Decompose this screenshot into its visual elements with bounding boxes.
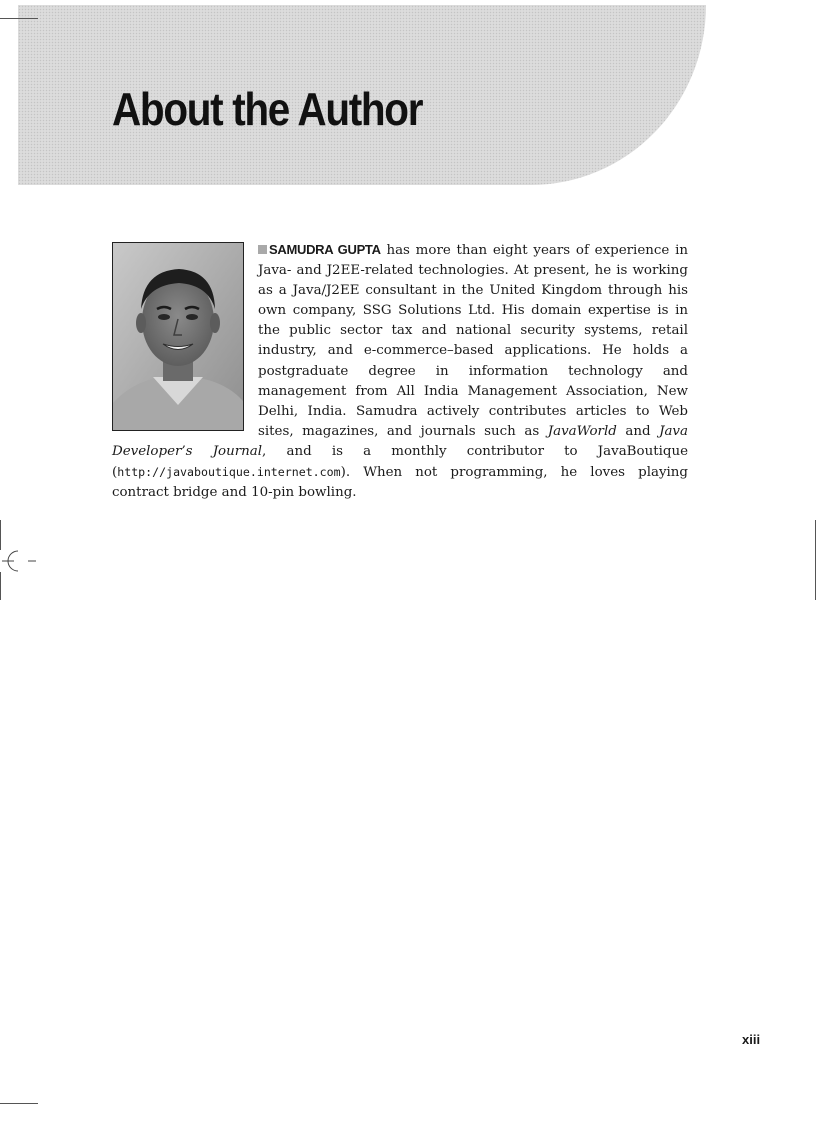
bio-text-1: has more than eight years of experience in Java- and J2EE-related technologies. At present, he is working as a Java/J2EE consultant in the United Kingdom through his own company, SSG Solutions Ltd. His domain expertise is in the public sector tax and national security systems, retail industry, and e-commerce–based applications. He holds a postgraduate degree in information technology and management from All India Management Association, New Delhi, India. Samudra actively contributes articles to Web sites, magazines, and journals such as bbox=[258, 243, 688, 439]
author-bio bbox=[112, 240, 688, 503]
crop-mark-left-vertical-top bbox=[0, 520, 1, 550]
photo-wrap-spacer bbox=[112, 240, 258, 430]
publication-javaworld: JavaWorld bbox=[547, 423, 617, 439]
crop-mark-left-vertical-bottom bbox=[0, 572, 1, 600]
author-name: SAMUDRA GUPTA bbox=[269, 242, 381, 257]
javaboutique-url: http://javaboutique.internet.com bbox=[117, 465, 341, 480]
crop-mark-top-left bbox=[0, 18, 38, 19]
bullet-square-icon bbox=[258, 245, 267, 254]
publication-java-developers-journal: Java Developer’s Journal bbox=[112, 423, 688, 459]
registration-mark-icon bbox=[2, 548, 38, 574]
bio-text-3: , and is a monthly contributor to JavaBoutique ( bbox=[112, 443, 688, 481]
bio-text-2: and bbox=[616, 423, 660, 439]
crop-mark-bottom-left bbox=[0, 1103, 38, 1104]
page-number: xiii bbox=[742, 1032, 761, 1047]
bio-text-4: ). When not programming, he loves playing contract bridge and 10-pin bowling. bbox=[112, 465, 688, 501]
chapter-title: About the Author bbox=[112, 83, 423, 135]
